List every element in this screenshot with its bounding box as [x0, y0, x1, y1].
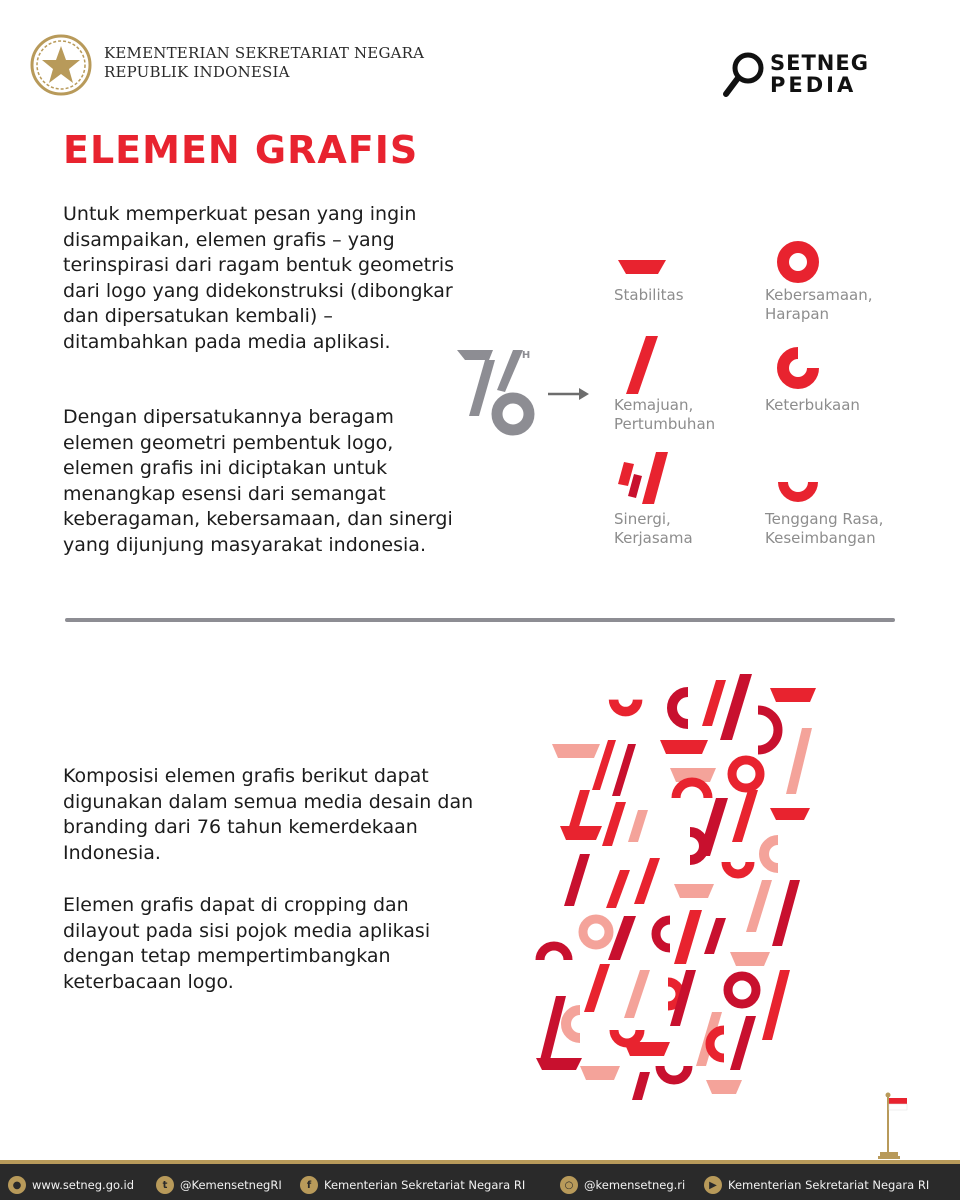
half-circle-icon	[776, 480, 820, 504]
page-title: ELEMEN GRAFIS	[63, 128, 419, 172]
brand-line-2: PEDIA	[770, 73, 857, 97]
element-grid	[600, 236, 940, 566]
twitter-icon: t	[156, 1176, 174, 1194]
flag-pole-icon	[870, 1090, 914, 1160]
graphic-element-pattern	[520, 670, 830, 1110]
magnifier-icon	[722, 50, 770, 102]
element-label-tenggang-rasa	[765, 510, 935, 548]
footer-facebook[interactable]	[300, 1174, 525, 1196]
section-divider	[65, 618, 895, 622]
youtube-icon: ▶	[704, 1176, 722, 1194]
element-label-keterbukaan	[765, 396, 935, 415]
facebook-icon: f	[300, 1176, 318, 1194]
element-label-line: Sinergi,	[614, 510, 671, 528]
footer-instagram-text: @kemensetneg.ri	[584, 1178, 686, 1192]
footer-website[interactable]	[8, 1174, 134, 1196]
element-label-line: Kebersamaan,	[765, 286, 873, 304]
garuda-emblem-icon	[30, 34, 92, 96]
footer-twitter[interactable]	[156, 1174, 282, 1196]
element-label-line: Stabilitas	[614, 286, 684, 304]
ring-icon	[776, 240, 820, 284]
ministry-line-1: KEMENTERIAN SEKRETARIAT NEGARA	[104, 44, 425, 62]
element-label-kebersamaan	[765, 286, 935, 324]
slash-icon	[624, 336, 660, 394]
setneg-pedia-logo	[722, 50, 912, 102]
lower-paragraph-2: Elemen grafis dapat di cropping dan dilayout pada sisi pojok media aplikasi dengan tetap mempertimbangkan keterbacaan logo.	[63, 894, 431, 993]
logo-suffix: TH	[515, 350, 531, 361]
footer-website-text: www.setneg.go.id	[32, 1178, 134, 1192]
open-ring-icon	[776, 346, 820, 390]
globe-icon: ●	[8, 1176, 26, 1194]
element-label-line: Tenggang Rasa,	[765, 510, 884, 528]
element-label-kemajuan	[614, 396, 784, 434]
element-label-line: Keseimbangan	[765, 529, 876, 547]
footer-instagram[interactable]	[560, 1174, 685, 1196]
footer-twitter-text: @KemensetnegRI	[180, 1178, 282, 1192]
logo-76	[455, 342, 595, 442]
instagram-icon: ○	[560, 1176, 578, 1194]
element-label-line: Keterbukaan	[765, 396, 860, 414]
ministry-name	[104, 44, 424, 82]
lower-paragraph-1: Komposisi elemen grafis berikut dapat digunakan dalam semua media desain dan branding dari 76 tahun kemerdekaan Indonesia.	[63, 765, 474, 864]
footer-facebook-text: Kementerian Sekretariat Negara RI	[324, 1178, 526, 1192]
footer-youtube-text: Kementerian Sekretariat Negara RI	[728, 1178, 930, 1192]
element-label-line: Pertumbuhan	[614, 415, 716, 433]
logo-76-graphic	[455, 342, 595, 442]
element-label-line: Kemajuan,	[614, 396, 694, 414]
intro-paragraph-2: Dengan dipersatukannya beragam elemen geometri pembentuk logo, elemen grafis ini diciptakan untuk menangkap esensi dari semangat keberagaman, kebersamaan, dan sinergi yang dijunjung masyarakat indonesia.	[63, 406, 453, 556]
element-label-line: Kerjasama	[614, 529, 693, 547]
brand-line-1: SETNEG	[770, 51, 869, 75]
header	[0, 0, 960, 110]
ministry-line-2: REPUBLIK INDONESIA	[104, 63, 290, 81]
element-label-line: Harapan	[765, 305, 830, 323]
element-label-stabilitas	[614, 286, 784, 305]
brand-text	[770, 52, 869, 96]
trapezoid-icon	[618, 260, 666, 276]
double-slash-icon	[616, 452, 670, 504]
element-label-sinergi	[614, 510, 784, 548]
intro-paragraph-1: Untuk memperkuat pesan yang ingin disampaikan, elemen grafis – yang terinspirasi dari ragam bentuk geometris dari logo yang didekonstruksi (dibongkar dan dipersatukan kembali) – ditambahkan pada media aplikasi.	[63, 203, 455, 353]
footer-youtube[interactable]	[704, 1174, 929, 1196]
footer	[0, 1160, 960, 1200]
